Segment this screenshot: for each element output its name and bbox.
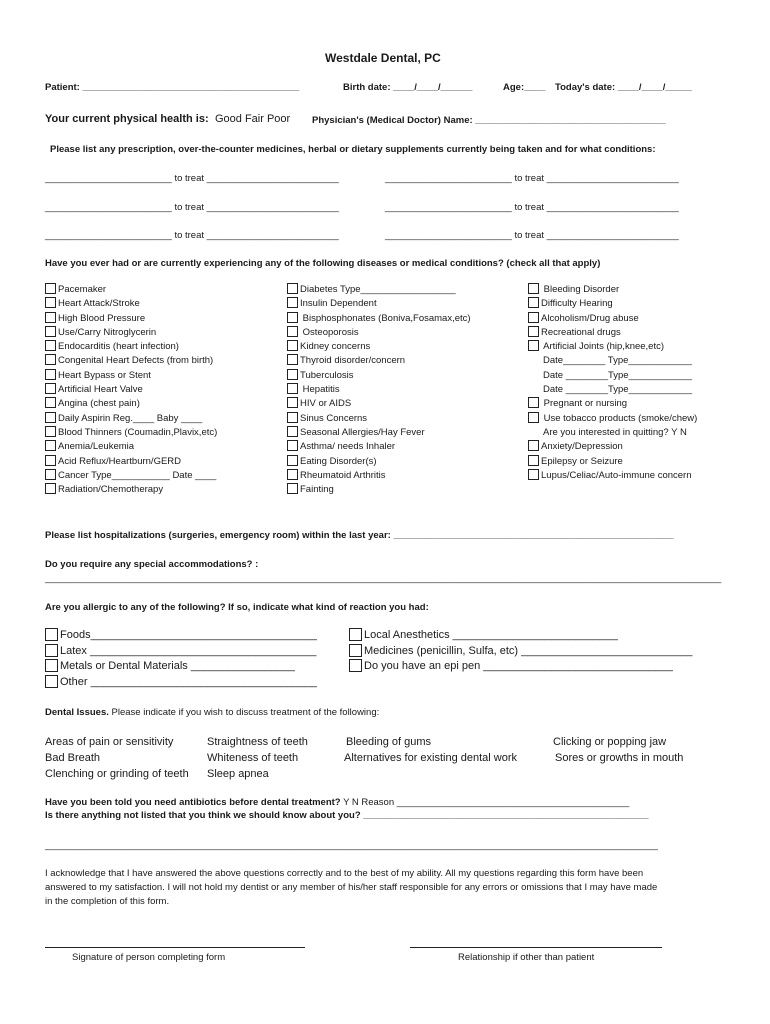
condition-item[interactable] bbox=[45, 455, 217, 469]
checkbox[interactable] bbox=[287, 397, 298, 408]
condition-label: Alcoholism/Drug abuse bbox=[541, 312, 639, 324]
checkbox[interactable] bbox=[45, 297, 56, 308]
condition-item[interactable] bbox=[45, 326, 217, 340]
ack-line: answered to my satisfaction. I will not hold my dentist or any member of his/her staff responsible for any errors or omissions that I may have made bbox=[45, 882, 658, 893]
checkbox[interactable] bbox=[45, 312, 56, 323]
allergy-item[interactable] bbox=[349, 659, 692, 675]
checkbox[interactable] bbox=[528, 397, 539, 408]
dental-col-3 bbox=[344, 734, 517, 766]
checkbox[interactable] bbox=[287, 326, 298, 337]
condition-label: Date ________Type____________ bbox=[543, 384, 692, 396]
condition-item[interactable] bbox=[528, 312, 697, 326]
checkbox[interactable] bbox=[528, 469, 539, 480]
condition-label: Endocarditis (heart infection) bbox=[58, 341, 179, 353]
checkbox[interactable] bbox=[287, 426, 298, 437]
dental-col-1 bbox=[45, 734, 189, 782]
checkbox[interactable] bbox=[45, 469, 56, 480]
condition-label: Blood Thinners (Coumadin,Plavix,etc) bbox=[58, 426, 218, 438]
condition-label: Heart Bypass or Stent bbox=[58, 369, 151, 381]
checkbox[interactable] bbox=[349, 644, 362, 657]
allergy-item[interactable] bbox=[45, 644, 317, 660]
todays-date-field[interactable]: Today's date: ____/____/_____ bbox=[555, 82, 692, 93]
meds-row-2-right[interactable]: ________________________ to treat _________________________ bbox=[385, 202, 679, 213]
checkbox[interactable] bbox=[45, 383, 56, 394]
condition-label: Rheumatoid Arthritis bbox=[300, 469, 386, 481]
condition-item[interactable] bbox=[528, 283, 697, 297]
condition-label: Asthma/ needs Inhaler bbox=[300, 441, 396, 453]
acknowledgement bbox=[45, 867, 657, 909]
condition-item[interactable] bbox=[528, 469, 697, 483]
condition-item[interactable] bbox=[45, 297, 217, 311]
checkbox[interactable] bbox=[45, 644, 58, 657]
checkbox[interactable] bbox=[45, 426, 56, 437]
checkbox[interactable] bbox=[287, 297, 298, 308]
condition-item[interactable] bbox=[528, 340, 697, 354]
condition-label: Date ________Type____________ bbox=[543, 369, 692, 381]
ack-line: in the completion of this form. bbox=[45, 896, 170, 907]
condition-label: Artificial Heart Valve bbox=[58, 384, 143, 396]
condition-item[interactable] bbox=[45, 340, 217, 354]
birth-date-field[interactable]: Birth date: ____/____/______ bbox=[343, 82, 473, 93]
allergy-label: Metals or Dental Materials _________________ bbox=[60, 660, 295, 672]
condition-item[interactable] bbox=[287, 383, 471, 397]
dental-issues-heading bbox=[45, 707, 379, 718]
condition-label: Thyroid disorder/concern bbox=[300, 355, 406, 367]
condition-label: Use/Carry Nitroglycerin bbox=[58, 326, 157, 338]
checkbox[interactable] bbox=[287, 340, 298, 351]
allergy-left-column bbox=[45, 628, 317, 690]
dental-option[interactable]: Whiteness of teeth bbox=[207, 752, 299, 764]
accommodations-line[interactable]: ________________________________________________________________________________________________________________________________ bbox=[45, 573, 722, 584]
checkbox[interactable] bbox=[45, 340, 56, 351]
meds-row-1-right[interactable]: ________________________ to treat _________________________ bbox=[385, 173, 679, 184]
allergy-item[interactable] bbox=[349, 644, 692, 660]
condition-item bbox=[528, 426, 697, 440]
meds-row-1-left[interactable]: ________________________ to treat _________________________ bbox=[45, 173, 339, 184]
checkbox[interactable] bbox=[45, 659, 58, 672]
dental-issues-label: Dental Issues. bbox=[45, 707, 109, 718]
condition-item[interactable] bbox=[528, 297, 697, 311]
checkbox[interactable] bbox=[528, 312, 539, 323]
form-title: Westdale Dental, PC bbox=[325, 51, 441, 65]
dental-option[interactable]: Clicking or popping jaw bbox=[553, 736, 667, 748]
checkbox[interactable] bbox=[287, 483, 298, 494]
checkbox[interactable] bbox=[287, 412, 298, 423]
checkbox[interactable] bbox=[45, 354, 56, 365]
condition-label: Tuberculosis bbox=[300, 369, 354, 381]
health-label: Your current physical health is: bbox=[45, 113, 209, 125]
condition-label: HIV or AIDS bbox=[300, 398, 352, 410]
meds-row-3-left[interactable]: ________________________ to treat _________________________ bbox=[45, 230, 339, 241]
allergy-item[interactable] bbox=[349, 628, 692, 644]
condition-label: Bisphosphonates (Boniva,Fosamax,etc) bbox=[300, 312, 471, 324]
condition-label: Difficulty Hearing bbox=[541, 298, 613, 310]
condition-item[interactable] bbox=[287, 369, 471, 383]
condition-label: Radiation/Chemotherapy bbox=[58, 484, 164, 496]
condition-item[interactable] bbox=[45, 397, 217, 411]
dental-option[interactable]: Areas of pain or sensitivity bbox=[45, 736, 174, 748]
dental-col-2 bbox=[207, 734, 308, 782]
checkbox[interactable] bbox=[45, 455, 56, 466]
dental-option[interactable]: Bleeding of gums bbox=[346, 736, 431, 748]
condition-item bbox=[528, 354, 697, 368]
checkbox[interactable] bbox=[45, 397, 56, 408]
condition-item[interactable] bbox=[45, 354, 217, 368]
allergy-prompt: Are you allergic to any of the following? If so, indicate what kind of reaction you had: bbox=[45, 602, 429, 613]
condition-item[interactable] bbox=[287, 297, 471, 311]
allergy-label: Other _____________________________________ bbox=[60, 675, 317, 688]
checkbox[interactable] bbox=[45, 628, 58, 641]
condition-label: Kidney concerns bbox=[300, 341, 371, 353]
checkbox[interactable] bbox=[349, 628, 362, 641]
dental-option[interactable]: Sleep apnea bbox=[207, 768, 269, 780]
checkbox[interactable] bbox=[45, 326, 56, 337]
condition-label: Recreational drugs bbox=[541, 326, 621, 338]
checkbox[interactable] bbox=[45, 412, 56, 423]
checkbox[interactable] bbox=[287, 455, 298, 466]
condition-label: Hepatitis bbox=[300, 384, 340, 396]
allergy-item[interactable] bbox=[45, 675, 317, 691]
checkbox[interactable] bbox=[287, 283, 298, 294]
condition-label: Artificial Joints (hip,knee,etc) bbox=[541, 341, 665, 353]
antibiotics-answer[interactable]: Y N Reason ____________________________________________ bbox=[343, 797, 630, 808]
condition-item[interactable] bbox=[287, 412, 471, 426]
conditions-column-1 bbox=[45, 283, 217, 497]
meds-row-3-right[interactable]: ________________________ to treat _________________________ bbox=[385, 230, 679, 241]
conditions-column-3 bbox=[528, 283, 697, 483]
condition-item[interactable] bbox=[528, 326, 697, 340]
hospitalizations-field[interactable]: Please list hospitalizations (surgeries, emergency room) within the last year: _____________________________________________________ bbox=[45, 530, 674, 541]
condition-item[interactable] bbox=[45, 483, 217, 497]
checkbox[interactable] bbox=[528, 340, 539, 351]
allergy-label: Foods_____________________________________ bbox=[60, 629, 317, 641]
condition-label: Lupus/Celiac/Auto-immune concern bbox=[541, 469, 692, 481]
condition-item[interactable] bbox=[528, 397, 697, 411]
condition-item[interactable] bbox=[45, 383, 217, 397]
anything-else-field[interactable]: Is there anything not listed that you think we should know about you? ______________________________________________________ bbox=[45, 810, 649, 821]
condition-item[interactable] bbox=[45, 426, 217, 440]
checkbox[interactable] bbox=[528, 326, 539, 337]
condition-item[interactable] bbox=[287, 440, 471, 454]
checkbox[interactable] bbox=[287, 469, 298, 480]
condition-label: Use tobacco products (smoke/chew) bbox=[541, 412, 698, 424]
allergy-label: Local Anesthetics ___________________________ bbox=[364, 629, 618, 641]
dental-option[interactable]: Sores or growths in mouth bbox=[555, 752, 684, 764]
antibiotics-line bbox=[45, 797, 629, 808]
physician-field[interactable]: Physician's (Medical Doctor) Name: ____________________________________ bbox=[312, 115, 666, 126]
condition-item[interactable] bbox=[45, 469, 217, 483]
condition-item[interactable] bbox=[287, 354, 471, 368]
condition-label: Pacemaker bbox=[58, 284, 107, 295]
condition-item bbox=[528, 369, 697, 383]
condition-item[interactable] bbox=[287, 483, 471, 497]
condition-item[interactable] bbox=[287, 326, 471, 340]
dental-option[interactable]: Straightness of teeth bbox=[207, 736, 308, 748]
condition-item[interactable] bbox=[45, 312, 217, 326]
relationship-line[interactable] bbox=[410, 947, 662, 948]
condition-item[interactable] bbox=[528, 412, 697, 426]
checkbox[interactable] bbox=[287, 383, 298, 394]
condition-label: Date________ Type____________ bbox=[543, 355, 692, 367]
condition-label: Bleeding Disorder bbox=[541, 284, 620, 295]
condition-item[interactable] bbox=[45, 369, 217, 383]
conditions-column-2 bbox=[287, 283, 471, 497]
checkbox[interactable] bbox=[45, 440, 56, 451]
relationship-caption: Relationship if other than patient bbox=[458, 952, 595, 963]
condition-label: Cancer Type___________ Date ____ bbox=[58, 469, 217, 481]
dental-option[interactable]: Clenching or grinding of teeth bbox=[45, 768, 189, 780]
condition-item[interactable] bbox=[45, 440, 217, 454]
allergy-label: Latex _____________________________________ bbox=[60, 644, 317, 657]
condition-item[interactable] bbox=[287, 340, 471, 354]
meds-row-2-left[interactable]: ________________________ to treat _________________________ bbox=[45, 202, 339, 213]
condition-item[interactable] bbox=[287, 455, 471, 469]
condition-label: Diabetes Type__________________ bbox=[300, 284, 456, 295]
dental-option[interactable]: Alternatives for existing dental work bbox=[344, 752, 518, 764]
checkbox[interactable] bbox=[528, 412, 539, 423]
age-field[interactable]: Age:____ bbox=[503, 82, 546, 93]
accommodations-label: Do you require any special accommodations? : bbox=[45, 559, 259, 570]
condition-label: Fainting bbox=[300, 484, 334, 496]
condition-item[interactable] bbox=[287, 283, 471, 297]
condition-label: Anxiety/Depression bbox=[541, 441, 623, 453]
condition-item[interactable] bbox=[287, 397, 471, 411]
condition-label: Eating Disorder(s) bbox=[300, 455, 377, 467]
allergy-item[interactable] bbox=[45, 628, 317, 644]
patient-field[interactable]: Patient: _________________________________________ bbox=[45, 82, 300, 93]
condition-item[interactable] bbox=[287, 426, 471, 440]
condition-label: Are you interested in quitting? Y N bbox=[543, 426, 687, 438]
allergy-label: Do you have an epi pen _______________________________ bbox=[364, 660, 673, 672]
condition-item bbox=[528, 383, 697, 397]
patient-line bbox=[45, 82, 299, 93]
ack-line: I acknowledge that I have answered the above questions correctly and to the best of my ability. All my questions regarding this form have been bbox=[45, 868, 644, 879]
checkbox[interactable] bbox=[45, 283, 56, 294]
condition-label: Osteoporosis bbox=[300, 326, 359, 338]
condition-label: Insulin Dependent bbox=[300, 298, 377, 310]
condition-item[interactable] bbox=[287, 469, 471, 483]
condition-item[interactable] bbox=[528, 455, 697, 469]
condition-label: Pregnant or nursing bbox=[541, 398, 628, 410]
anything-else-line[interactable]: ____________________________________________________________________________________________________________________ bbox=[45, 840, 658, 851]
condition-label: Anemia/Leukemia bbox=[58, 441, 135, 453]
condition-label: Seasonal Allergies/Hay Fever bbox=[300, 426, 425, 438]
allergy-label: Medicines (penicillin, Sulfa, etc) ____________________________ bbox=[364, 644, 693, 657]
checkbox[interactable] bbox=[349, 659, 362, 672]
signature-caption: Signature of person completing form bbox=[72, 952, 226, 963]
condition-item[interactable] bbox=[45, 412, 217, 426]
checkbox[interactable] bbox=[528, 283, 539, 294]
health-options[interactable]: Good Fair Poor bbox=[215, 113, 291, 125]
dental-issues-prompt: Please indicate if you wish to discuss treatment of the following: bbox=[111, 707, 380, 718]
checkbox[interactable] bbox=[287, 354, 298, 365]
checkbox[interactable] bbox=[528, 455, 539, 466]
conditions-prompt: Have you ever had or are currently experiencing any of the following diseases or medical conditions? (check all that apply) bbox=[45, 258, 601, 269]
meds-prompt: Please list any prescription, over-the-counter medicines, herbal or dietary supplements currently being taken and for what conditions: bbox=[50, 144, 656, 155]
checkbox[interactable] bbox=[287, 312, 298, 323]
checkbox[interactable] bbox=[528, 297, 539, 308]
condition-item[interactable] bbox=[287, 312, 471, 326]
checkbox[interactable] bbox=[287, 369, 298, 380]
checkbox[interactable] bbox=[45, 483, 56, 494]
allergy-right-column bbox=[349, 628, 692, 675]
dental-col-4 bbox=[553, 734, 683, 766]
condition-label: Sinus Concerns bbox=[300, 412, 368, 424]
condition-label: High Blood Pressure bbox=[58, 312, 146, 324]
checkbox[interactable] bbox=[45, 675, 58, 688]
checkbox[interactable] bbox=[287, 440, 298, 451]
checkbox[interactable] bbox=[45, 369, 56, 380]
condition-label: Congenital Heart Defects (from birth) bbox=[58, 355, 214, 367]
dental-option[interactable]: Bad Breath bbox=[45, 752, 101, 764]
antibiotics-question: Have you been told you need antibiotics before dental treatment? bbox=[45, 797, 341, 808]
condition-item[interactable] bbox=[528, 440, 697, 454]
condition-label: Acid Reflux/Heartburn/GERD bbox=[58, 455, 182, 467]
checkbox[interactable] bbox=[528, 440, 539, 451]
condition-label: Heart Attack/Stroke bbox=[58, 298, 140, 310]
condition-label: Daily Aspirin Reg.____ Baby ____ bbox=[58, 412, 203, 424]
allergy-item[interactable] bbox=[45, 659, 317, 675]
condition-label: Angina (chest pain) bbox=[58, 398, 140, 410]
condition-label: Epilepsy or Seizure bbox=[541, 455, 623, 467]
signature-line[interactable] bbox=[45, 947, 305, 948]
condition-item[interactable] bbox=[45, 283, 217, 297]
